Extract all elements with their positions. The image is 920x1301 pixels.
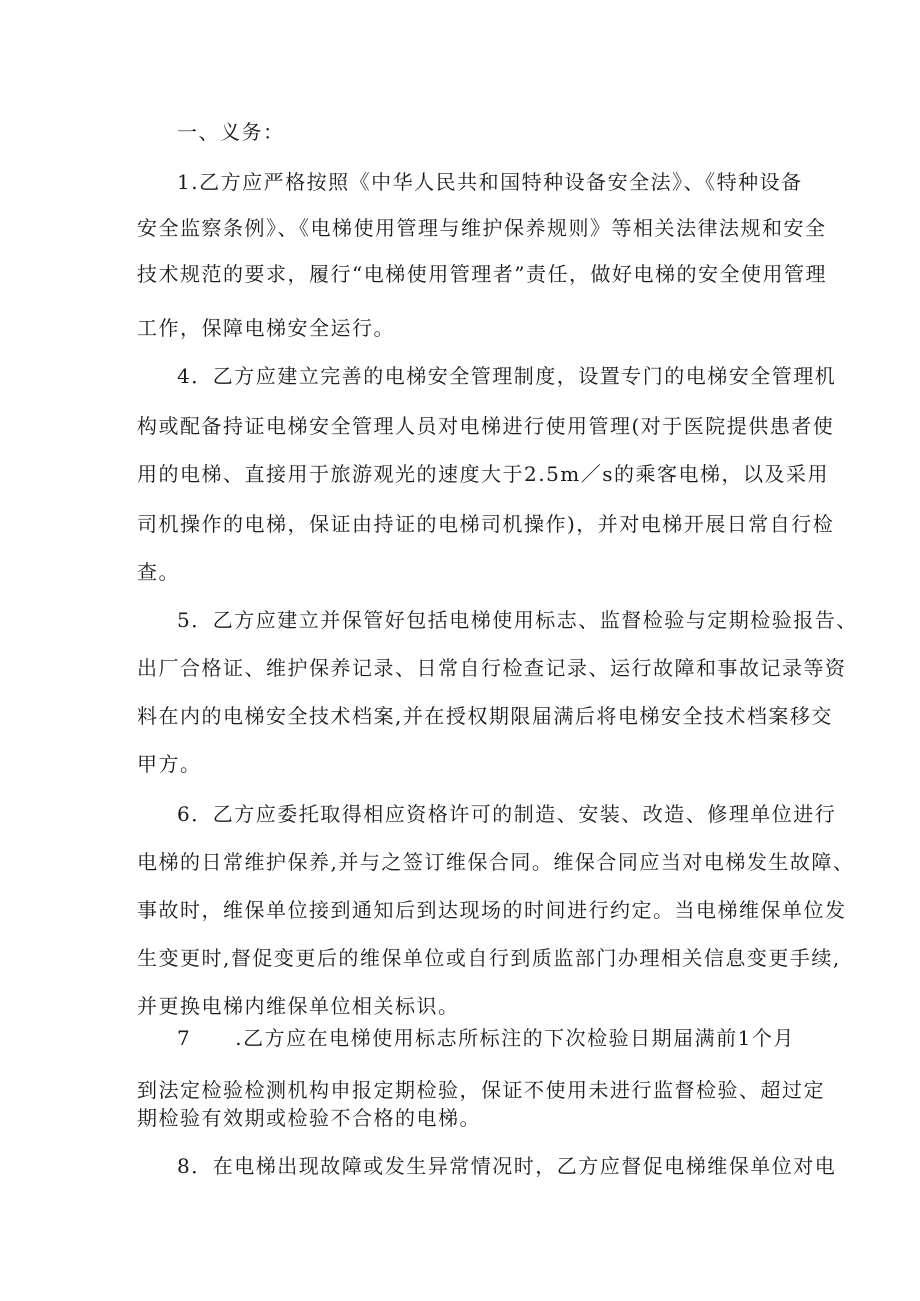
p6-line-5: 并更换电梯内维保单位相关标识。: [137, 994, 460, 1018]
p7-line-2: 到法定检验检测机构申报定期检验，保证不使用未进行监督检验、超过定: [137, 1078, 825, 1102]
p6-line-3: 事故时，维保单位接到通知后到达现场的时间进行约定。当电梯维保单位发: [137, 898, 847, 922]
p4-line-1: 4．乙方应建立完善的电梯安全管理制度，设置专门的电梯安全管理机: [177, 364, 837, 388]
p7-number: 7: [177, 1026, 192, 1050]
p5-line-3: 料在内的电梯安全技术档案,并在授权期限届满后将电梯安全技术档案移交: [137, 704, 833, 728]
p7-line-1: [177, 1026, 795, 1050]
p5-line-4: 甲方。: [137, 752, 202, 776]
p1-line-1: 1.乙方应严格按照《中华人民共和国特种设备安全法》、《特种设备: [177, 170, 803, 194]
p4-line-2: 构或配备持证电梯安全管理人员对电梯进行使用管理(对于医院提供患者使: [137, 414, 835, 438]
p1-line-2: 安全监察条例》、《电梯使用管理与维护保养规则》等相关法律法规和安全: [137, 216, 827, 240]
p5-line-1: 5．乙方应建立并保管好包括电梯使用标志、监督检验与定期检验报告、: [177, 608, 858, 632]
p7-line-1-text: .乙方应在电梯使用标志所标注的下次检验日期届满前1个月: [235, 1026, 795, 1050]
p4-line-3: 用的电梯、直接用于旅游观光的速度大于2.5m／s的乘客电梯，以及采用: [137, 462, 830, 486]
p1-line-4: 工作，保障电梯安全运行。: [137, 316, 395, 340]
p1-line-3: 技术规范的要求，履行“电梯使用管理者”责任，做好电梯的安全使用管理: [137, 262, 827, 286]
p7-line-3: 期检验有效期或检验不合格的电梯。: [137, 1106, 481, 1130]
p4-line-4: 司机操作的电梯，保证由持证的电梯司机操作)，并对电梯开展日常自行检: [137, 512, 835, 536]
p6-line-2: 电梯的日常维护保养,并与之签订维保合同。维保合同应当对电梯发生故障、: [137, 850, 855, 874]
p4-line-5: 查。: [137, 560, 180, 584]
section-heading: 一、义务：: [177, 120, 285, 144]
p6-line-4: 生变更时,督促变更后的维保单位或自行到质监部门办理相关信息变更手续,: [137, 946, 841, 970]
p8-line-1: 8．在电梯出现故障或发生异常情况时，乙方应督促电梯维保单位对电: [177, 1154, 837, 1178]
p5-line-2: 出厂合格证、维护保养记录、日常自行检查记录、运行故障和事故记录等资: [137, 656, 847, 680]
p6-line-1: 6．乙方应委托取得相应资格许可的制造、安装、改造、修理单位进行: [177, 802, 837, 826]
